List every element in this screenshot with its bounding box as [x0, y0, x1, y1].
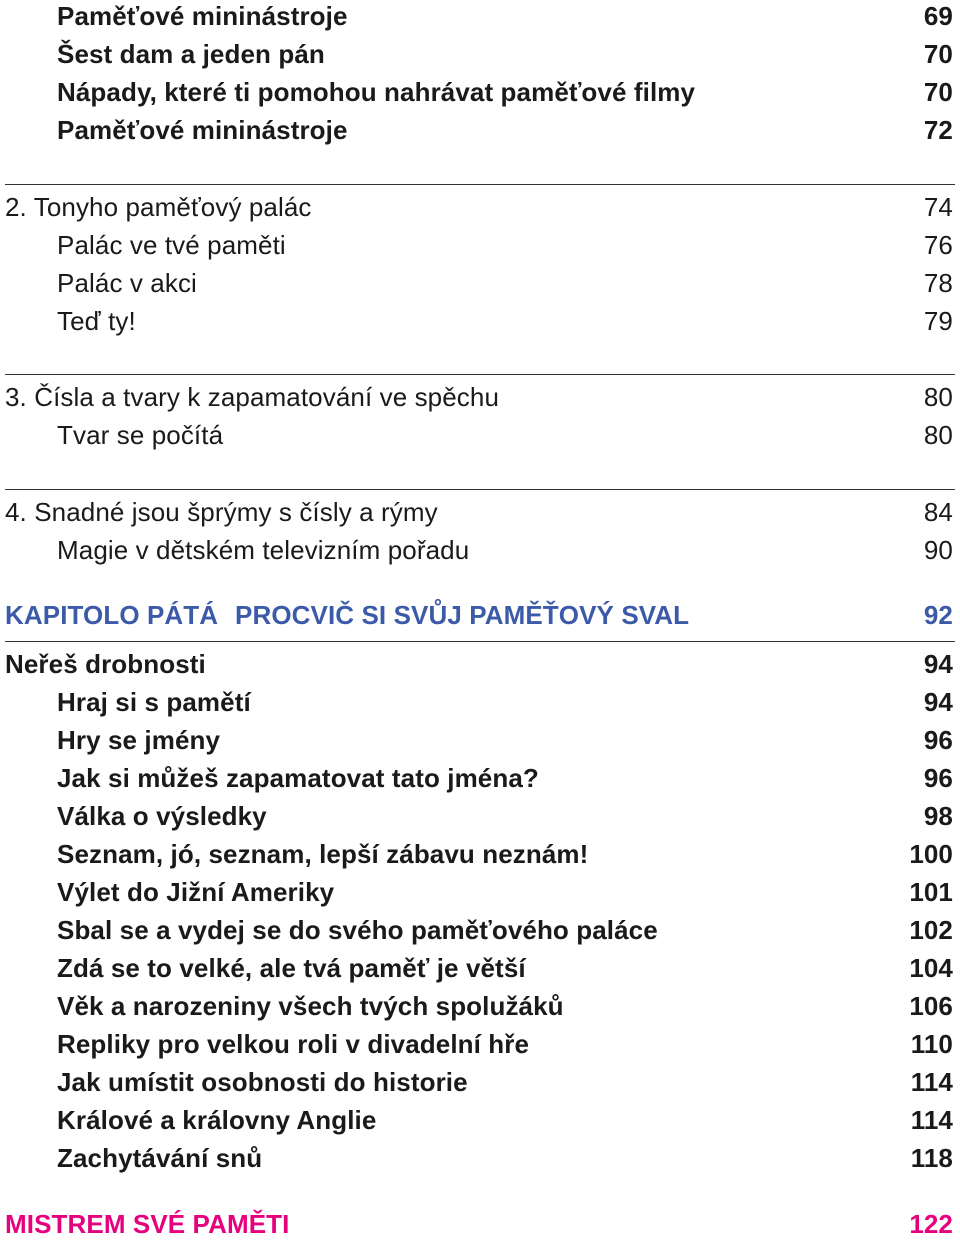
toc-entry [5, 949, 953, 987]
toc-entry-page: 96 [923, 762, 953, 793]
chapter-heading [5, 596, 953, 634]
toc-entry [5, 835, 953, 873]
toc-section-title: 3. Čísla a tvary k zapamatování ve spěchu [5, 381, 500, 412]
section-divider [5, 641, 955, 642]
toc-entry-title: Sbal se a vydej se do svého paměťového paláce [57, 914, 658, 945]
toc-entry [5, 0, 953, 35]
toc-entry [5, 759, 953, 797]
toc-entry [5, 1139, 953, 1177]
toc-entry-page: 110 [910, 1028, 953, 1059]
toc-section-title: 2. Tonyho paměťový palác [5, 191, 312, 222]
toc-entry [5, 416, 953, 454]
section-divider [5, 374, 955, 375]
section-divider [5, 489, 955, 490]
toc-entry [5, 683, 953, 721]
toc-entry-title: Paměťové mininástroje [57, 114, 348, 145]
toc-entry-title: Králové a královny Anglie [57, 1104, 377, 1135]
toc-entry [5, 264, 953, 302]
toc-section-page: 94 [923, 648, 953, 679]
toc-entry-page: 80 [923, 419, 953, 450]
toc-entry-title: Válka o výsledky [57, 800, 267, 831]
toc-entry-title: Hry se jmény [57, 724, 221, 755]
toc-entry [5, 987, 953, 1025]
toc-entry-title: Tvar se počítá [57, 419, 224, 450]
toc-entry-page: 72 [923, 114, 953, 145]
toc-entry-title: Seznam, jó, seznam, lepší zábavu neznám! [57, 838, 589, 869]
toc-entry-title: Zachytávání snů [57, 1142, 263, 1173]
toc-entry-title: Výlet do Jižní Ameriky [57, 876, 335, 907]
toc-entry-page: 102 [909, 914, 953, 945]
chapter-title: PROCVIČ SI SVŮJ PAMĚŤOVÝ SVAL [235, 599, 690, 630]
toc-entry [5, 35, 953, 73]
toc-section [5, 493, 953, 531]
toc-entry-title: Palác v akci [57, 267, 197, 298]
toc-entry [5, 911, 953, 949]
toc-entry-page: 100 [909, 838, 953, 869]
final-heading [5, 1205, 953, 1243]
section-divider [5, 184, 955, 185]
toc-entry [5, 111, 953, 149]
toc-entry-title: Nápady, které ti pomohou nahrávat paměťové filmy [57, 76, 696, 107]
toc-entry-page: 70 [923, 38, 953, 69]
toc-entry-title: Zdá se to velké, ale tvá paměť je větší [57, 952, 526, 983]
toc-entry [5, 1025, 953, 1063]
toc-entry-page: 96 [923, 724, 953, 755]
toc-entry [5, 721, 953, 759]
toc-entry-title: Hraj si s pamětí [57, 686, 251, 717]
toc-entry [5, 531, 953, 569]
final-title: MISTREM SVÉ PAMĚTI [5, 1208, 290, 1239]
toc-entry-title: Magie v dětském televizním pořadu [57, 534, 470, 565]
toc-entry-page: 106 [909, 990, 953, 1021]
toc-entry-title: Teď ty! [57, 305, 136, 336]
toc-entry-page: 69 [923, 0, 953, 31]
toc-section [5, 645, 953, 683]
toc-entry [5, 1101, 953, 1139]
toc-entry-title: Jak umístit osobnosti do historie [57, 1066, 468, 1097]
toc-entry [5, 797, 953, 835]
toc-entry-title: Paměťové mininástroje [57, 0, 348, 31]
toc-entry-title: Repliky pro velkou roli v divadelní hře [57, 1028, 530, 1059]
toc-section-page: 80 [923, 381, 953, 412]
toc-entry [5, 1063, 953, 1101]
toc-entry-page: 101 [909, 876, 953, 907]
toc-entry-page: 90 [923, 534, 953, 565]
toc-section-title: 4. Snadné jsou šprýmy s čísly a rýmy [5, 496, 438, 527]
toc-section-page: 74 [923, 191, 953, 222]
toc-entry-page: 118 [910, 1142, 953, 1173]
toc-entry [5, 226, 953, 264]
toc-section [5, 188, 953, 226]
chapter-label: KAPITOLO PÁTÁ [5, 599, 219, 630]
toc-entry-page: 78 [923, 267, 953, 298]
toc-section-title: Neřeš drobnosti [5, 648, 206, 679]
toc-entry-page: 94 [923, 686, 953, 717]
toc-entry-page: 79 [923, 305, 953, 336]
toc-entry-page: 104 [909, 952, 953, 983]
toc-entry [5, 73, 953, 111]
toc-entry-title: Věk a narozeniny všech tvých spolužáků [57, 990, 564, 1021]
toc-entry-page: 70 [923, 76, 953, 107]
toc-entry-title: Palác ve tvé paměti [57, 229, 286, 260]
toc-entry-title: Jak si můžeš zapamatovat tato jména? [57, 762, 539, 793]
final-page: 122 [909, 1208, 953, 1239]
toc-section [5, 378, 953, 416]
toc-entry-page: 76 [923, 229, 953, 260]
toc-section-page: 84 [923, 496, 953, 527]
toc-entry-page: 114 [910, 1104, 953, 1135]
toc-entry-page: 114 [910, 1066, 953, 1097]
toc-entry-title: Šest dam a jeden pán [57, 38, 325, 69]
toc-entry [5, 873, 953, 911]
toc-entry [5, 302, 953, 340]
chapter-page: 92 [923, 599, 953, 630]
toc-entry-page: 98 [923, 800, 953, 831]
